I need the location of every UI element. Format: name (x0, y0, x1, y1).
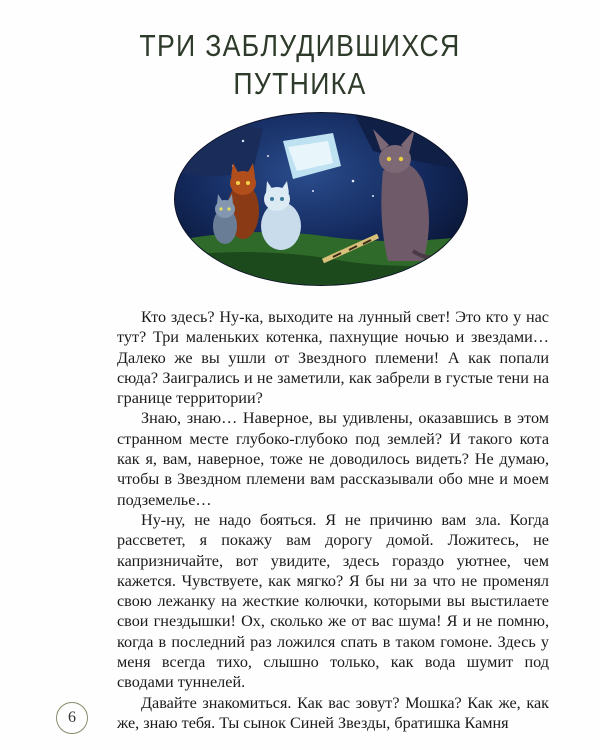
story-text (117, 307, 549, 733)
paragraph-3: Ну-ну, не надо бояться. Я не причиню вам зла. Когда рассветет, я покажу вам дорогу домой. Ложитесь, не капризничайте, вот увидите, здесь гораздо уютнее, чем кажется. Чувствуете, как мягко? Я бы ни за что не променял свою лежанку на жесткие колючки, которыми вы выстилаете свои гнездышки! Ох, сколько же от вас шума! Я и не помню, когда в последний раз ложился спать в таком гомоне. Здесь у меня всегда тихо, слышно только, как вода шумит под сводами туннелей. (117, 510, 549, 692)
paragraph-4: Давайте знакомиться. Как вас зовут? Мошка? Как же, как же, знаю тебя. Ты сынок Синей Звезды, братишка Камня (117, 693, 549, 732)
paragraph-2: Знаю, знаю… Наверное, вы удивлены, оказавшись в этом странном месте глубоко-глубоко под землей? И такого кота как я, вам, наверное, тоже не доводилось видеть? Не думаю, чтобы в Звездном племени вам рассказывали обо мне и моем подземелье… (117, 409, 549, 509)
paragraph-1: Кто здесь? Ну-ка, выходите на лунный свет! Это кто у нас тут? Три маленьких котенка, пахнущие ночью и звездами… Далеко же вы ушли от Звездного племени! А как попали сюда? Заигрались и не заметили, как забрели в густые тени на границе территории? (117, 308, 549, 408)
chapter-title-line-1: ТРИ ЗАБЛУДИВШИХСЯ (139, 28, 461, 63)
page-number: 6 (56, 702, 88, 734)
chapter-title-line-2: ПУТНИКА (233, 66, 367, 101)
cats-in-cave-illustration (173, 111, 469, 287)
